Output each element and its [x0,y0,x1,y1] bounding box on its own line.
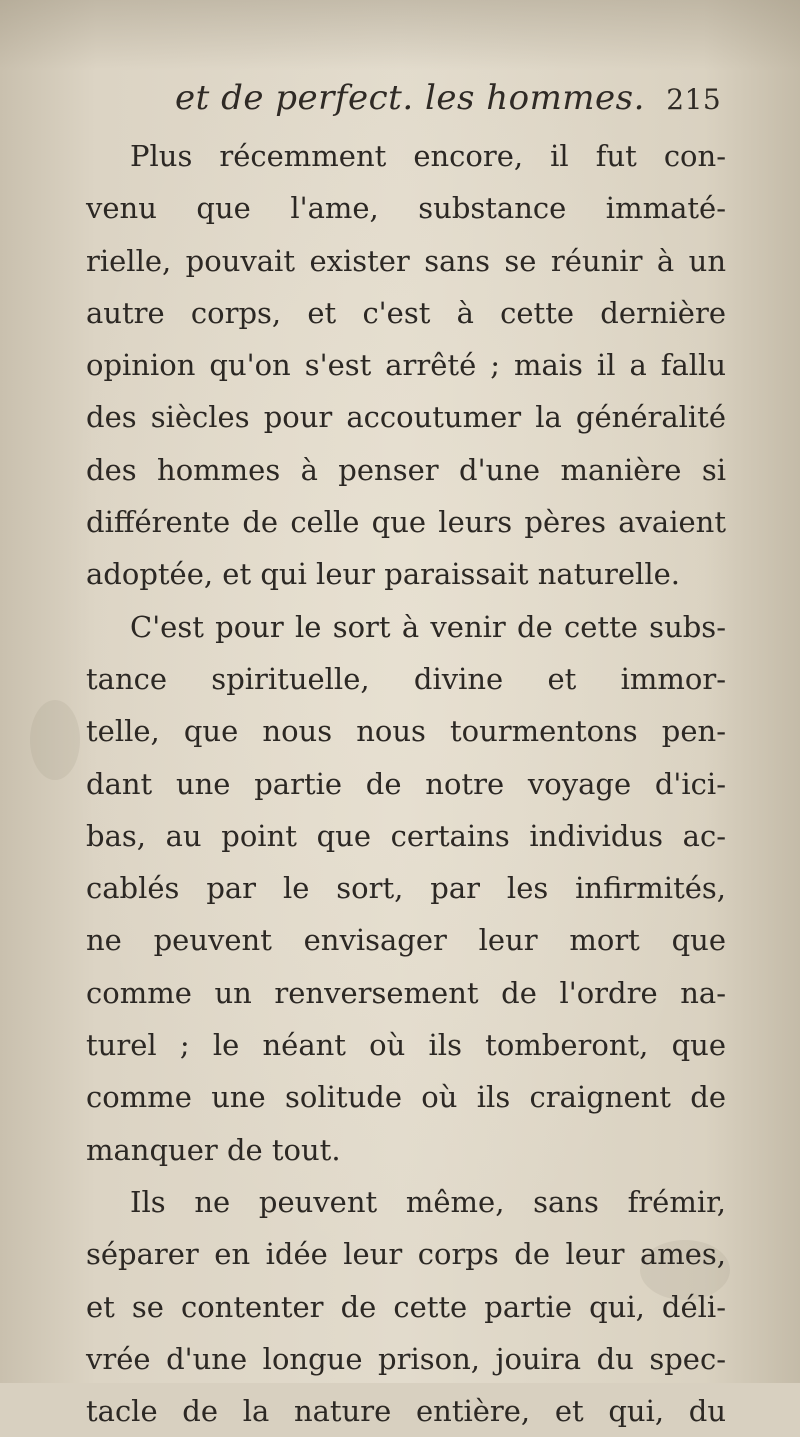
text-line: cablés par le sort, par les infirmités, [86,871,726,906]
text-line: vrée d'une longue prison, jouira du spec- [86,1341,726,1376]
text-line: et se contenter de cette partie qui, déli- [86,1289,726,1324]
text-line: séparer en idée leur corps de leur ames, [86,1237,726,1272]
text-line: opinion qu'on s'est arrêté ; mais il a fallu [86,348,726,383]
text-line: manquer de tout. [86,1132,341,1167]
text-line: tance spirituelle, divine et immor- [86,661,726,696]
text-line: Plus récemment encore, il fut con- [130,139,726,173]
text-line: des siècles pour accoutumer la généralité [86,400,726,435]
text-line: tacle de la nature entière, et qui, du [86,1394,726,1429]
text-line: adoptée, et qui leur paraissait naturelle. [86,557,680,592]
text-line: comme un renversement de l'ordre na- [86,975,726,1010]
text-line: turel ; le néant où ils tomberont, que [86,1028,726,1063]
text-line: dant une partie de notre voyage d'ici- [86,766,726,801]
running-title: et de perfect. les hommes. [175,78,645,118]
body-text [86,130,726,1437]
text-line: comme une solitude où ils craignent de [86,1080,726,1115]
running-head [175,78,722,118]
text-line: bas, au point que certains individus ac- [86,818,726,853]
text-line: C'est pour le sort à venir de cette subs- [130,609,726,644]
page-number: 215 [666,83,722,116]
text-line: venu que l'ame, substance immaté- [86,191,726,226]
text-line: différente de celle que leurs pères avaient [86,505,726,540]
page-top-shadow [0,0,800,70]
paper-stain [30,700,80,780]
text-line: autre corps, et c'est à cette dernière [86,295,726,330]
text-line: rielle, pouvait exister sans se réunir à un [86,243,726,278]
text-line: telle, que nous nous tourmentons pen- [86,714,726,749]
text-line: ne peuvent envisager leur mort que [86,923,726,958]
text-line: Ils ne peuvent même, sans frémir, [130,1184,726,1219]
text-line: des hommes à penser d'une manière si [86,452,726,487]
